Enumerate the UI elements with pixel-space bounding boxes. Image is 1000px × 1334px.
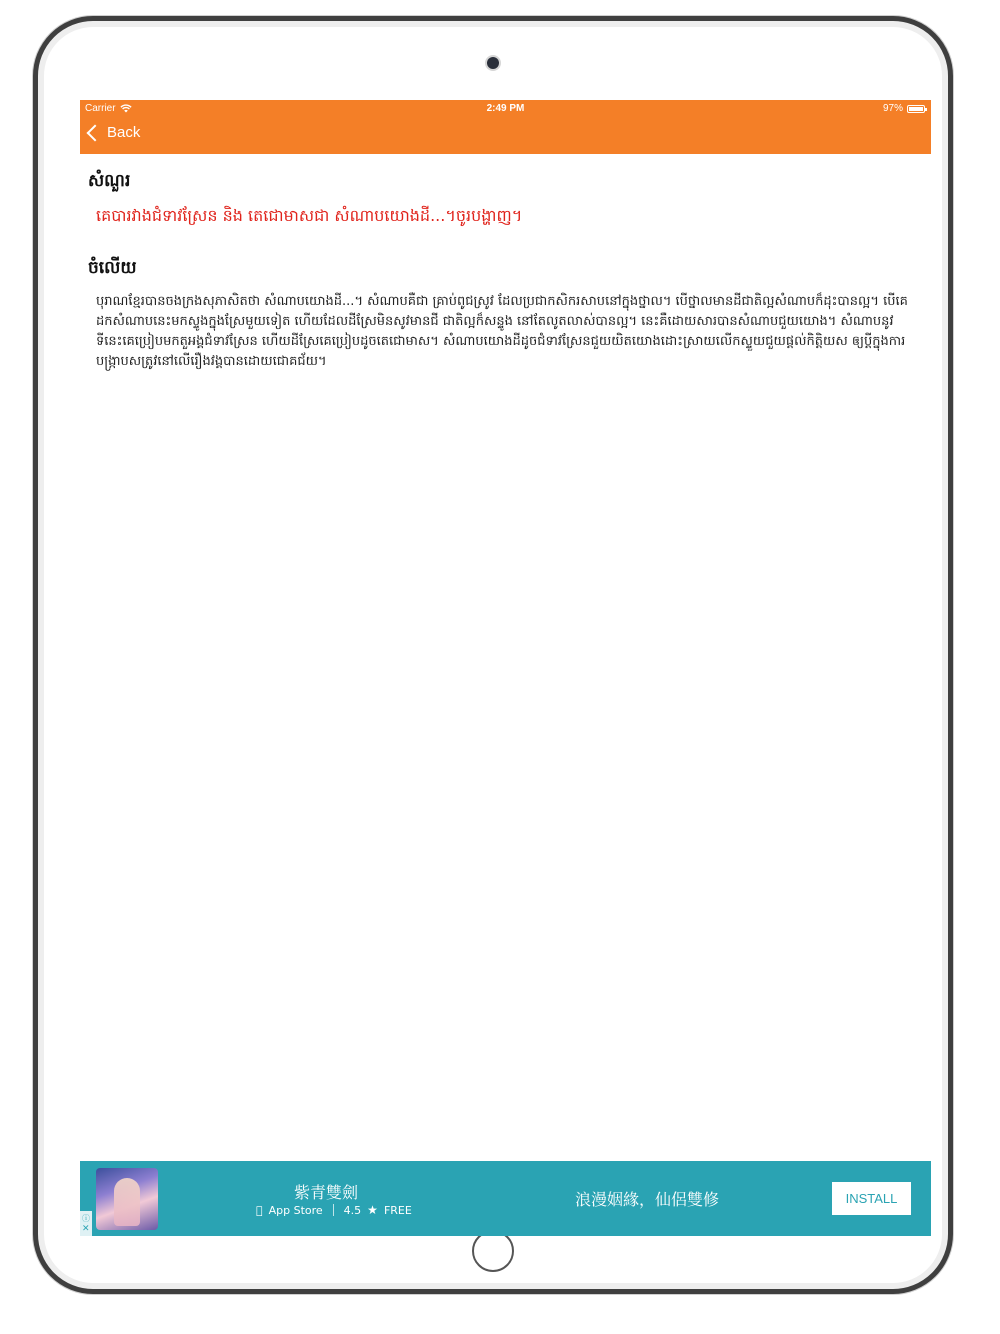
ad-app-meta (256, 1203, 412, 1217)
battery-percent: 97% (882, 103, 903, 114)
question-text: គេបារវាងជំទាវស្រែន និង តេជោមាសជា សំណាបយោងដី...។ចូរបង្ហាញ។ (96, 206, 523, 225)
install-button[interactable]: INSTALL (832, 1182, 911, 1215)
battery-icon (907, 105, 925, 113)
question-heading: សំណួរ (88, 171, 131, 191)
ad-character-artwork (114, 1178, 140, 1226)
back-button-label: Back (107, 124, 141, 141)
close-icon[interactable]: ✕ (82, 1224, 90, 1234)
answer-heading: ចំលើយ (88, 258, 137, 278)
screen (80, 100, 931, 1236)
ad-tagline: 浪漫姻緣，仙侶雙修 (575, 1190, 720, 1209)
ad-choices[interactable] (80, 1211, 92, 1236)
ad-store-label: App Store (262, 1203, 317, 1217)
chevron-left-icon (87, 125, 104, 142)
qa-content (88, 170, 918, 372)
status-time: 2:49 PM (486, 103, 525, 114)
navigation-bar (80, 118, 931, 154)
battery-level-fill (909, 107, 923, 111)
star-icon: ★ (360, 1203, 372, 1217)
ad-banner[interactable] (80, 1161, 931, 1236)
ad-price: FREE (377, 1203, 406, 1217)
status-bar (80, 100, 931, 118)
ad-meta-divider (333, 1204, 334, 1216)
battery-indicator (883, 103, 925, 114)
ad-rating: 4.5 (337, 1203, 355, 1217)
answer-text: បុរាណខ្មែរបានចងក្រងសុភាសិតថា សំណាបយោងដី...។ សំណាបគឺជា គ្រាប់ពូជស្រូវ ដែលប្រជាកសិករសាបនៅក្នុងថ្នាល។ បើថ្នាលមានដីជាតិល្អសំណាបក៏ដុះបានល្អ។ បើគេដកសំណាបនេះមកស្ទូងក្នុងស្រែមួយទៀត ហើយដែលដីស្រែមិនសូវមានជី ជាតិល្អក៏សន្ទូង នៅតែលូតលាស់បានល្អ។ នេះគឺដោយសារបានសំណាបជួយយោង។ សំណាបនូវទីនេះគេប្រៀបមកតួអង្គជំទាវស្រែន ហើយដីស្រែគេប្រៀបដូចតេជោមាស។ សំណាបយោងដីដូចជំទាវស្រែនជួយយិតយោងដោះស្រាយលើកស្ទួយជួយផ្តល់កិត្តិយស ឲ្យប្តីក្នុងការបង្ក្រាបសត្រូវនៅលើរឿងវង្គបានដោយជោគជ័យ។ (96, 294, 908, 369)
ad-app-icon[interactable] (96, 1168, 158, 1230)
carrier-label: Carrier (85, 103, 116, 114)
info-icon[interactable]: ⓘ (82, 1214, 90, 1223)
apple-icon (256, 1204, 263, 1217)
back-button[interactable] (89, 124, 140, 141)
ad-app-title[interactable]: 紫青雙劍 (294, 1183, 359, 1202)
front-camera (487, 57, 499, 69)
home-button[interactable] (472, 1230, 514, 1272)
